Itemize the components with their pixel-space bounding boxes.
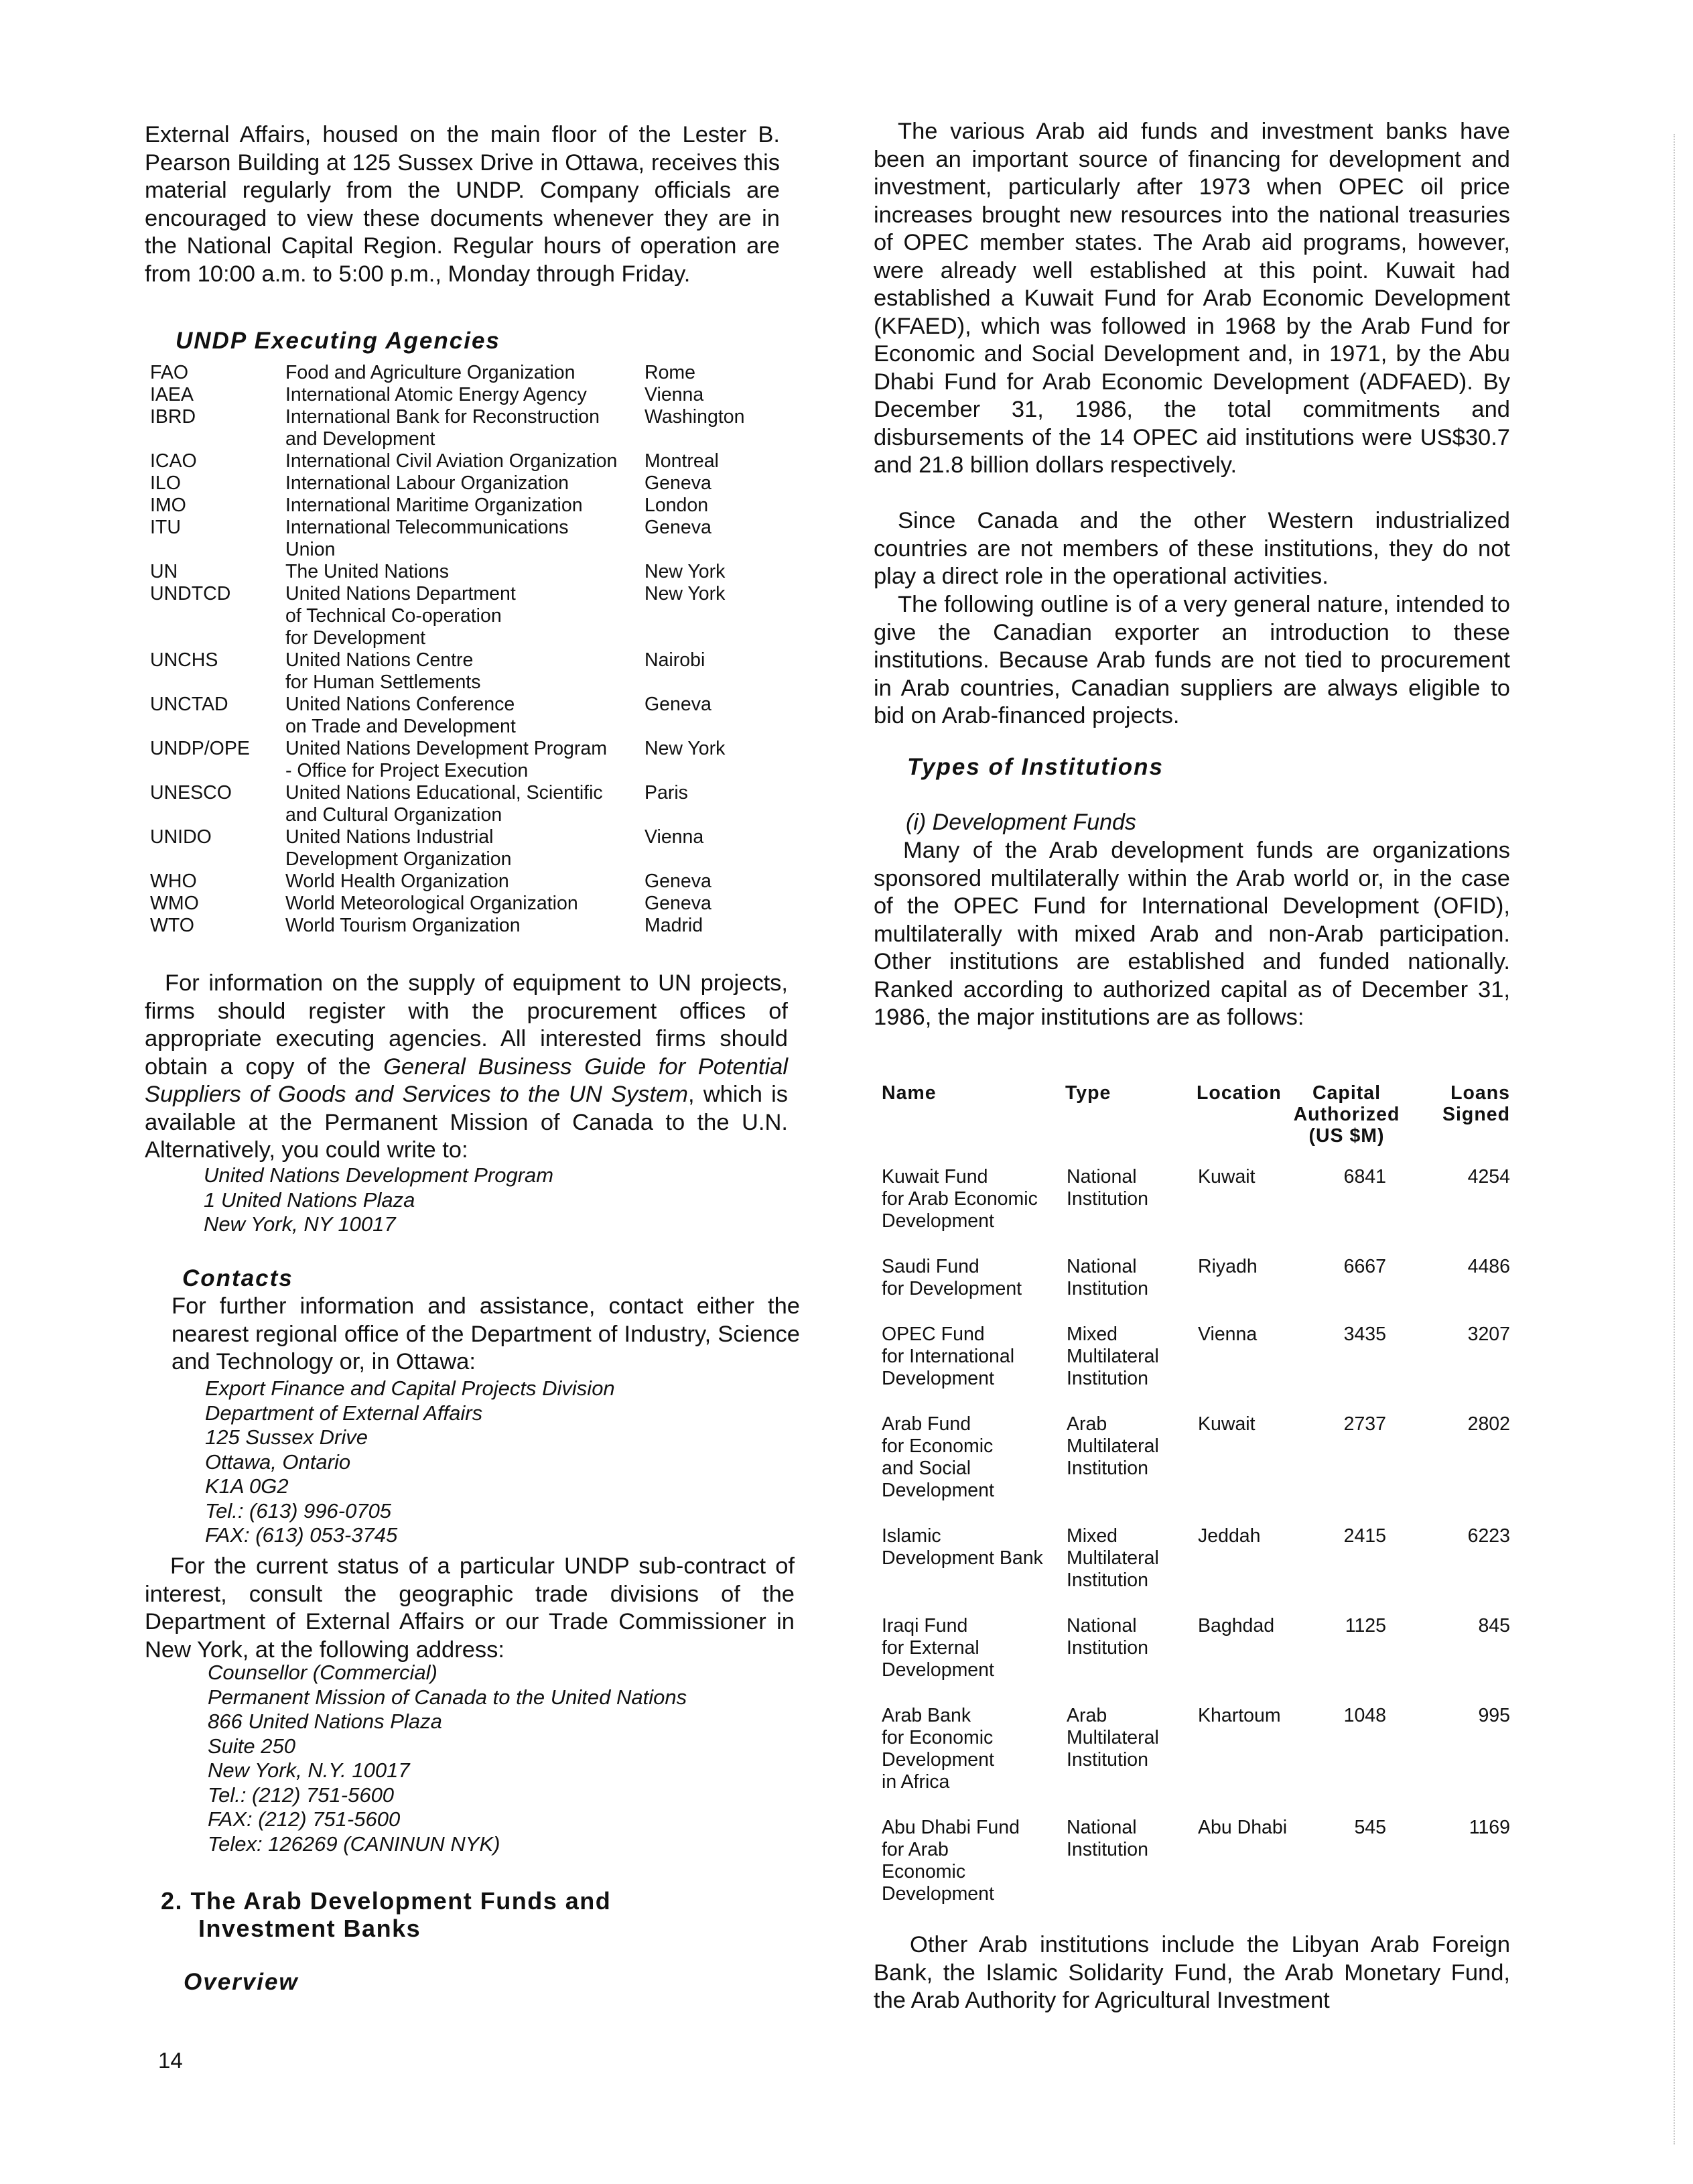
- fund-type-line: National: [1067, 1166, 1137, 1187]
- agency-row: [145, 561, 795, 583]
- agency-location: Vienna: [645, 384, 704, 405]
- fund-name-line: for External: [882, 1637, 979, 1659]
- fund-type: [1067, 1705, 1194, 1771]
- contacts-paragraph: For further information and assistance, contact either the nearest regional office of the Department of Industry, Science and Technology or, in Ottawa:: [172, 1293, 800, 1374]
- agency-abbreviation: IAEA: [150, 384, 194, 405]
- fund-name: [882, 1615, 1063, 1681]
- fund-name-line: Development: [882, 1368, 994, 1389]
- fund-row: [874, 1615, 1517, 1681]
- fund-location: Khartoum: [1198, 1705, 1281, 1726]
- agency-name-line: United Nations Department: [285, 583, 516, 604]
- agency-name-line: International Bank for Reconstruction: [285, 406, 600, 428]
- contacts-heading: Contacts: [182, 1265, 293, 1291]
- agency-row: [145, 384, 795, 406]
- agency-location: Nairobi: [645, 649, 705, 671]
- agency-location: Geneva: [645, 472, 712, 494]
- fund-name-line: Saudi Fund: [882, 1256, 979, 1277]
- agency-location: New York: [645, 738, 726, 759]
- agency-name-line: World Meteorological Organization: [285, 893, 578, 914]
- agency-name: [285, 694, 647, 738]
- agency-abbreviation: IBRD: [150, 406, 196, 428]
- fund-type-line: Institution: [1067, 1637, 1148, 1659]
- fund-type: [1067, 1615, 1194, 1659]
- fund-loans: 4486: [1467, 1256, 1510, 1277]
- outline-paragraph: The following outline is of a very general nature, intended to give the Canadian exporter an introduction to these institutions. Because Arab funds are not tied to procurement in Arab countries, Canadian suppliers are always eligible to bid on Arab-financed projects.: [874, 592, 1510, 728]
- fund-capital: 545: [1354, 1817, 1386, 1838]
- fund-type: [1067, 1413, 1194, 1480]
- agency-name-line: World Health Organization: [285, 871, 509, 892]
- funds-table: [874, 1166, 1517, 1903]
- agency-abbreviation: UNCHS: [150, 649, 218, 671]
- fund-name-line: Arab Bank: [882, 1705, 971, 1726]
- agency-abbreviation: UNDP/OPE: [150, 738, 250, 759]
- supply-text-pre: For information on the supply of equipment to UN projects, firms should register with the procurement offices of appropriate executing agencies. All interested firms should obtain a copy of the: [145, 970, 788, 1080]
- address-line: 1 United Nations Plaza: [204, 1187, 415, 1212]
- address-line: Telex: 126269 (CANINUN NYK): [208, 1832, 500, 1856]
- fund-type: [1067, 1166, 1194, 1210]
- section-heading-line2: Investment Banks: [198, 1915, 421, 1942]
- fund-loans: 1169: [1469, 1817, 1510, 1838]
- fund-type-line: Mixed: [1067, 1324, 1118, 1345]
- agency-abbreviation: UN: [150, 561, 178, 582]
- agency-name-line: - Office for Project Execution: [285, 760, 529, 781]
- fund-name-line: Development: [882, 1749, 994, 1771]
- agency-row: [145, 782, 795, 826]
- fund-name-line: Development: [882, 1210, 994, 1232]
- fund-name-line: for International: [882, 1346, 1015, 1367]
- agency-row: [145, 893, 795, 915]
- ny-address: [208, 1661, 687, 1856]
- agency-location: Geneva: [645, 893, 712, 914]
- fund-capital: 3435: [1343, 1324, 1386, 1345]
- fund-type-line: Institution: [1067, 1188, 1148, 1210]
- agencies-list: [145, 362, 795, 945]
- fund-type-line: Multilateral: [1067, 1547, 1159, 1569]
- fund-type: [1067, 1817, 1194, 1861]
- agency-name: [285, 915, 647, 937]
- fund-name-line: for Economic: [882, 1435, 994, 1457]
- agency-row: [145, 450, 795, 472]
- fund-name: [882, 1705, 1063, 1793]
- fund-row: [874, 1324, 1517, 1390]
- header-loans-line: Loans: [1450, 1082, 1510, 1104]
- address-line: Ottawa, Ontario: [205, 1450, 351, 1474]
- agency-name: [285, 826, 647, 871]
- agency-name: [285, 649, 647, 694]
- fund-location: Vienna: [1198, 1324, 1258, 1345]
- agency-location: Madrid: [645, 915, 703, 936]
- address-line: Counsellor (Commercial): [208, 1661, 437, 1684]
- fund-type-line: Multilateral: [1067, 1727, 1159, 1748]
- agency-name-line: World Tourism Organization: [285, 915, 521, 936]
- agency-location: London: [645, 495, 709, 516]
- agency-abbreviation: WTO: [150, 915, 194, 936]
- fund-location: Abu Dhabi: [1198, 1817, 1288, 1838]
- fund-type-line: Institution: [1067, 1569, 1148, 1591]
- agency-name-line: of Technical Co-operation: [285, 605, 502, 627]
- fund-name-line: and Social: [882, 1458, 971, 1479]
- agency-abbreviation: UNIDO: [150, 826, 212, 848]
- fund-name-line: OPEC Fund: [882, 1324, 985, 1345]
- fund-name: [882, 1256, 1063, 1300]
- address-line: Tel.: (613) 996-0705: [205, 1498, 392, 1523]
- agency-name-line: United Nations Centre: [285, 649, 474, 671]
- agency-row: [145, 583, 795, 649]
- agency-name-line: on Trade and Development: [285, 716, 516, 737]
- fund-type-line: Mixed: [1067, 1525, 1118, 1547]
- fund-name-line: for Arab Economic: [882, 1188, 1038, 1210]
- fund-name-line: Economic: [882, 1861, 966, 1882]
- agency-location: New York: [645, 583, 726, 604]
- fund-row: [874, 1525, 1517, 1592]
- agency-name-line: and Development: [285, 428, 435, 450]
- fund-name-line: for Development: [882, 1278, 1022, 1299]
- fund-name-line: Kuwait Fund: [882, 1166, 988, 1187]
- agency-abbreviation: UNCTAD: [150, 694, 228, 715]
- overview-heading: Overview: [184, 1969, 299, 1995]
- undp-address: [204, 1163, 553, 1237]
- fund-type-line: Multilateral: [1067, 1435, 1159, 1457]
- agency-row: [145, 495, 795, 517]
- agency-row: [145, 694, 795, 738]
- fund-name-line: Development: [882, 1480, 994, 1501]
- agency-row: [145, 826, 795, 871]
- fund-location: Kuwait: [1198, 1413, 1256, 1435]
- fund-type-line: Institution: [1067, 1278, 1148, 1299]
- fund-capital: 2415: [1343, 1525, 1386, 1547]
- agency-name: [285, 406, 647, 450]
- agency-row: [145, 738, 795, 782]
- fund-name: [882, 1166, 1063, 1232]
- fund-name-line: for Economic: [882, 1727, 994, 1748]
- agency-name-line: The United Nations: [285, 561, 449, 582]
- agency-location: New York: [645, 561, 726, 582]
- header-location: Location: [1197, 1082, 1282, 1104]
- agency-name: [285, 362, 647, 384]
- fund-row: [874, 1166, 1517, 1232]
- fund-name: [882, 1413, 1063, 1502]
- address-line: Export Finance and Capital Projects Division: [205, 1376, 615, 1400]
- agency-name: [285, 583, 647, 649]
- address-line: 866 United Nations Plaza: [208, 1710, 442, 1733]
- guide-title: General Business Guide for Potential Suppliers of Goods and Services to the UN System: [145, 1053, 788, 1107]
- address-line: 125 Sussex Drive: [205, 1425, 368, 1449]
- fund-loans: 995: [1478, 1705, 1510, 1726]
- fund-type: [1067, 1324, 1194, 1390]
- agency-name: [285, 782, 647, 826]
- agency-name-line: United Nations Educational, Scientific: [285, 782, 603, 804]
- intro-paragraph: External Affairs, housed on the main floor of the Lester B. Pearson Building at 125 Sussex Drive in Ottawa, receives this material regularly from the UNDP. Company officials are encouraged to view these documents whenever they are in the National Capital Region. Regular hours of operation are from 10:00 a.m. to 5:00 p.m., Monday through Friday.: [145, 122, 780, 287]
- agency-name-line: United Nations Conference: [285, 694, 515, 715]
- fund-name-line: Arab Fund: [882, 1413, 971, 1435]
- agency-name: [285, 472, 647, 495]
- fund-capital: 1125: [1345, 1615, 1386, 1636]
- fund-capital: 6667: [1343, 1256, 1386, 1277]
- fund-name-line: Islamic: [882, 1525, 941, 1547]
- address-line: Department of External Affairs: [205, 1401, 483, 1425]
- fund-type-line: Institution: [1067, 1458, 1148, 1479]
- address-line: Suite 250: [208, 1734, 295, 1758]
- agency-location: Geneva: [645, 517, 712, 538]
- fund-location: Baghdad: [1198, 1615, 1275, 1636]
- fund-type: [1067, 1525, 1194, 1592]
- fund-type-line: National: [1067, 1817, 1137, 1838]
- agency-name-line: and Cultural Organization: [285, 804, 502, 826]
- agency-row: [145, 649, 795, 694]
- agency-name-line: Union: [285, 539, 336, 560]
- header-loans: [1430, 1082, 1510, 1125]
- agency-name: [285, 384, 647, 406]
- fund-type-line: Institution: [1067, 1749, 1148, 1771]
- fund-name: [882, 1525, 1063, 1569]
- header-capital-line: (US $M): [1308, 1125, 1385, 1147]
- fund-type: [1067, 1256, 1194, 1300]
- agency-location: Geneva: [645, 694, 712, 715]
- header-type: Type: [1065, 1082, 1111, 1104]
- agency-abbreviation: FAO: [150, 362, 189, 383]
- fund-type-line: Arab: [1067, 1413, 1107, 1435]
- agency-location: Washington: [645, 406, 745, 428]
- address-line: FAX: (613) 053-3745: [205, 1523, 398, 1547]
- fund-row: [874, 1705, 1517, 1793]
- agency-name-line: Food and Agriculture Organization: [285, 362, 575, 383]
- agency-location: Geneva: [645, 871, 712, 892]
- header-name: Name: [882, 1082, 937, 1104]
- agency-name-line: International Maritime Organization: [285, 495, 583, 516]
- agency-row: [145, 362, 795, 384]
- agencies-heading: UNDP Executing Agencies: [176, 328, 500, 354]
- status-paragraph: For the current status of a particular UNDP sub-contract of interest, consult the geographic trade divisions of the Department of External Affairs or our Trade Commissioner in New York, at the following address:: [145, 1553, 795, 1663]
- fund-loans: 2802: [1467, 1413, 1510, 1435]
- agency-abbreviation: UNESCO: [150, 782, 232, 804]
- fund-location: Jeddah: [1198, 1525, 1261, 1547]
- agency-abbreviation: WMO: [150, 893, 199, 914]
- fund-capital: 6841: [1343, 1166, 1386, 1187]
- fund-name: [882, 1817, 1063, 1905]
- address-line: Tel.: (212) 751-5600: [208, 1783, 395, 1807]
- agency-name: [285, 517, 647, 561]
- agency-abbreviation: WHO: [150, 871, 197, 892]
- fund-name-line: Development: [882, 1883, 994, 1905]
- agency-name-line: for Human Settlements: [285, 671, 481, 693]
- western-countries-paragraph: Since Canada and the other Western industrialized countries are not members of these institutions, they do not play a direct role in the operational activities.: [874, 508, 1510, 589]
- agency-name-line: United Nations Industrial: [285, 826, 494, 848]
- agency-row: [145, 871, 795, 893]
- fund-loans: 6223: [1467, 1525, 1510, 1547]
- supply-text-post: , which is available at the Permanent Mission of Canada to the U.N. Alternatively, you could write to:: [145, 1082, 788, 1163]
- fund-loans: 845: [1478, 1615, 1510, 1636]
- fund-type-line: Arab: [1067, 1705, 1107, 1726]
- development-funds-subheading: (i) Development Funds: [906, 810, 1136, 835]
- fund-name-line: Development: [882, 1659, 994, 1681]
- fund-name-line: Abu Dhabi Fund: [882, 1817, 1020, 1838]
- fund-location: Kuwait: [1198, 1166, 1256, 1187]
- section-heading-line1: 2. The Arab Development Funds and: [161, 1887, 612, 1915]
- header-capital-line: Authorized: [1293, 1104, 1400, 1125]
- agency-name: [285, 450, 647, 472]
- agency-name: [285, 495, 647, 517]
- agency-row: [145, 517, 795, 561]
- fund-type-line: Multilateral: [1067, 1346, 1159, 1367]
- agency-location: Paris: [645, 782, 688, 804]
- address-line: Permanent Mission of Canada to the United Nations: [208, 1685, 687, 1709]
- fund-loans: 4254: [1467, 1166, 1510, 1187]
- agency-abbreviation: UNDTCD: [150, 583, 231, 604]
- agency-location: Vienna: [645, 826, 704, 848]
- agency-abbreviation: ITU: [150, 517, 181, 538]
- fund-type-line: National: [1067, 1615, 1137, 1636]
- agency-name-line: United Nations Development Program: [285, 738, 607, 759]
- address-line: New York, NY 10017: [204, 1212, 396, 1236]
- agency-name-line: International Labour Organization: [285, 472, 569, 494]
- address-line: New York, N.Y. 10017: [208, 1758, 410, 1782]
- agency-row: [145, 406, 795, 450]
- agency-abbreviation: ICAO: [150, 450, 197, 472]
- fund-name-line: Iraqi Fund: [882, 1615, 968, 1636]
- overview-paragraph: The various Arab aid funds and investment banks have been an important source of financing for development and investment, particularly after 1973 when OPEC oil price increases brought new resources into the national treasuries of OPEC member states. The Arab aid programs, however, were already well established at this point. Kuwait had established a Kuwait Fund for Arab Economic Development (KFAED), which was followed in 1968 by the Arab Fund for Economic and Social Development and, in 1971, by the Abu Dhabi Fund for Arab Economic Development (ADFAED). By December 31, 1986, the total commitments and disbursements of the 14 OPEC aid institutions were US$30.7 and 21.8 billion dollars respectively.: [874, 119, 1510, 478]
- fund-capital: 2737: [1343, 1413, 1386, 1435]
- agency-name-line: International Atomic Energy Agency: [285, 384, 587, 405]
- agency-location: Montreal: [645, 450, 719, 472]
- fund-name-line: Development Bank: [882, 1547, 1043, 1569]
- supply-paragraph: [145, 970, 788, 1165]
- agency-row: [145, 915, 795, 937]
- fund-capital: 1048: [1343, 1705, 1386, 1726]
- header-loans-line: Signed: [1442, 1104, 1510, 1125]
- address-line: K1A 0G2: [205, 1474, 289, 1498]
- agency-name-line: International Telecommunications: [285, 517, 569, 538]
- fund-loans: 3207: [1467, 1324, 1510, 1345]
- agency-name-line: Development Organization: [285, 848, 512, 870]
- fund-row: [874, 1817, 1517, 1905]
- development-funds-paragraph: Many of the Arab development funds are organizations sponsored multilaterally within the Arab world or, in the case of the OPEC Fund for International Development (OFID), multilaterally with mixed Arab and non-Arab participation. Other institutions are established and funded nationally. Ranked according to authorized capital as of December 31, 1986, the major institutions are as follows:: [874, 838, 1510, 1030]
- agency-name: [285, 871, 647, 893]
- address-line: United Nations Development Program: [204, 1163, 554, 1187]
- ottawa-address: [205, 1376, 615, 1548]
- address-line: FAX: (212) 751-5600: [208, 1807, 401, 1831]
- closing-paragraph: Other Arab institutions include the Libyan Arab Foreign Bank, the Islamic Solidarity Fund, the Arab Monetary Fund, the Arab Authority for Agricultural Investment: [874, 1932, 1510, 2013]
- agency-abbreviation: IMO: [150, 495, 186, 516]
- header-capital-line: Capital: [1312, 1082, 1381, 1104]
- header-capital: [1280, 1082, 1414, 1147]
- page-number: 14: [158, 2048, 183, 2073]
- fund-type-line: National: [1067, 1256, 1137, 1277]
- fund-row: [874, 1413, 1517, 1502]
- agency-name: [285, 738, 647, 782]
- fund-location: Riyadh: [1198, 1256, 1258, 1277]
- agency-location: Rome: [645, 362, 696, 383]
- fund-type-line: Institution: [1067, 1368, 1148, 1389]
- fund-name-line: in Africa: [882, 1771, 950, 1793]
- agency-name-line: for Development: [285, 627, 426, 649]
- agency-row: [145, 472, 795, 495]
- fund-name: [882, 1324, 1063, 1390]
- fund-name-line: for Arab: [882, 1839, 949, 1860]
- agency-abbreviation: ILO: [150, 472, 181, 494]
- agency-name-line: International Civil Aviation Organization: [285, 450, 618, 472]
- types-heading: Types of Institutions: [907, 754, 1164, 780]
- fund-type-line: Institution: [1067, 1839, 1148, 1860]
- agency-name: [285, 893, 647, 915]
- fund-row: [874, 1256, 1517, 1300]
- agency-name: [285, 561, 647, 583]
- scan-edge-marks: [1674, 134, 1679, 2144]
